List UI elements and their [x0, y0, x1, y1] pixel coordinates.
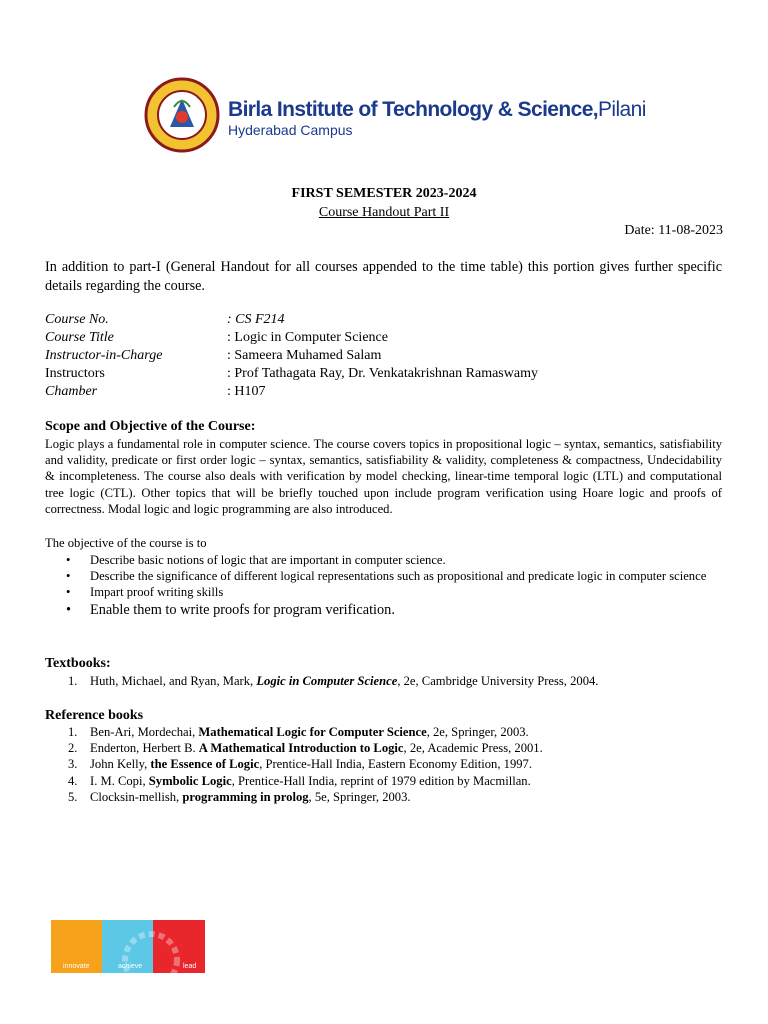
- scope-paragraph: Logic plays a fundamental role in computer science. The course covers topics in propositional logic – syntax, semantics, satisfiability and validity, predicate or first order logic – syntax, semantics, satisfiability & validity, completeness & compactness, Undecidability & incompleteness. The course also deals with verification by model checking, linear-time temporal logic (LTL) and computational tree logic (CTL). Other topics that will be briefly touched upon include program verification using Hoare logic and proofs of correctness. Modal logic and logic programming are also introduced.: [45, 437, 722, 516]
- book-details: , 2e, Academic Press, 2001.: [403, 741, 543, 756]
- book-authors: John Kelly,: [90, 757, 151, 772]
- book-authors: Enderton, Herbert B.: [90, 741, 199, 756]
- tile-word: achieve: [118, 963, 143, 970]
- list-item: [66, 568, 722, 584]
- list-item: [45, 673, 725, 689]
- textbooks-heading: Textbooks:: [45, 656, 111, 671]
- tile-word: innovate: [63, 963, 90, 970]
- book-title: the Essence of Logic: [150, 757, 260, 772]
- gear-icon: [111, 920, 181, 973]
- campus-name: Hyderabad Campus: [228, 122, 353, 138]
- reference-list: [45, 724, 725, 805]
- tile-word: lead: [183, 963, 197, 970]
- book-details: , 5e, Springer, 2003.: [308, 789, 411, 804]
- book-details: , 2e, Cambridge University Press, 2004.: [397, 674, 599, 688]
- objective-text: Describe the significance of different logical representations such as propositional and predicate logic in computer science: [90, 569, 707, 584]
- list-item: [66, 552, 722, 568]
- textbook-list: [45, 673, 725, 689]
- handout-date: Date: 11-08-2023: [624, 223, 723, 238]
- book-details: , Prentice-Hall India, Eastern Economy Edition, 1997.: [259, 757, 532, 772]
- item-number: 2.: [68, 741, 78, 756]
- list-item: [45, 756, 725, 772]
- item-number: 5.: [68, 789, 78, 804]
- book-title: programming in prolog: [182, 789, 309, 804]
- scope-heading: Scope and Objective of the Course:: [45, 419, 256, 434]
- book-details: , 2e, Springer, 2003.: [426, 725, 529, 739]
- institute-city: Pilani: [598, 98, 646, 121]
- innovate-tile: [51, 920, 102, 973]
- info-label: Instructors: [45, 366, 105, 381]
- info-value: : Logic in Computer Science: [227, 330, 388, 345]
- bullet-icon: •: [66, 585, 71, 600]
- item-number: 1.: [68, 674, 78, 688]
- info-value: : CS F214: [227, 312, 285, 327]
- institute-logo: [140, 70, 646, 165]
- footer-tagline-logo: [51, 920, 205, 973]
- objective-list: [66, 552, 722, 619]
- list-item: [45, 789, 725, 805]
- item-number: 4.: [68, 773, 78, 788]
- list-item: [66, 584, 722, 600]
- objective-text: Describe basic notions of logic that are important in computer science.: [90, 553, 446, 567]
- item-number: 3.: [68, 757, 78, 772]
- book-title: A Mathematical Introduction to Logic: [198, 741, 404, 756]
- book-authors: I. M. Copi,: [90, 773, 149, 788]
- item-number: 1.: [68, 725, 78, 739]
- course-no-row: [45, 312, 285, 328]
- chamber-row: [45, 384, 266, 400]
- list-item: [45, 724, 725, 740]
- book-authors: Ben-Ari, Mordechai,: [90, 725, 199, 739]
- bits-seal-icon: [144, 77, 220, 153]
- info-value: : Sameera Muhamed Salam: [227, 348, 382, 363]
- book-authors: Huth, Michael, and Ryan, Mark,: [90, 674, 257, 688]
- list-item: [45, 773, 725, 789]
- semester-title: FIRST SEMESTER 2023-2024: [291, 186, 477, 201]
- info-label: Instructor-in-Charge: [45, 348, 163, 363]
- objective-intro: The objective of the course is to: [45, 536, 207, 550]
- instructor-in-charge-row: [45, 348, 381, 364]
- info-label: Course Title: [45, 330, 114, 345]
- references-heading: Reference books: [45, 708, 144, 723]
- list-item: [45, 740, 725, 756]
- book-title: Logic in Computer Science: [256, 674, 398, 688]
- book-title: Symbolic Logic: [148, 773, 232, 788]
- objective-text: Impart proof writing skills: [90, 585, 224, 600]
- bullet-icon: •: [66, 553, 71, 567]
- info-value: : H107: [227, 384, 266, 399]
- course-title-row: [45, 330, 388, 346]
- handout-subtitle: Course Handout Part II: [318, 205, 450, 220]
- institute-name: Birla Institute of Technology & Science,: [228, 98, 599, 121]
- book-title: Mathematical Logic for Computer Science: [198, 725, 427, 739]
- bullet-icon: •: [66, 601, 72, 618]
- info-label: Course No.: [45, 312, 109, 327]
- objective-text: Enable them to write proofs for program verification.: [90, 601, 395, 618]
- info-value: : Prof Tathagata Ray, Dr. Venkatakrishnan Ramaswamy: [227, 366, 538, 381]
- bullet-icon: •: [66, 569, 71, 584]
- list-item: [66, 601, 722, 619]
- book-authors: Clocksin-mellish,: [90, 789, 183, 804]
- book-details: , Prentice-Hall India, reprint of 1979 edition by Macmillan.: [231, 773, 531, 788]
- instructors-row: [45, 366, 538, 382]
- info-label: Chamber: [45, 384, 98, 399]
- intro-paragraph: In addition to part-I (General Handout for all courses appended to the time table) this portion gives further specific details regarding the course.: [45, 259, 722, 294]
